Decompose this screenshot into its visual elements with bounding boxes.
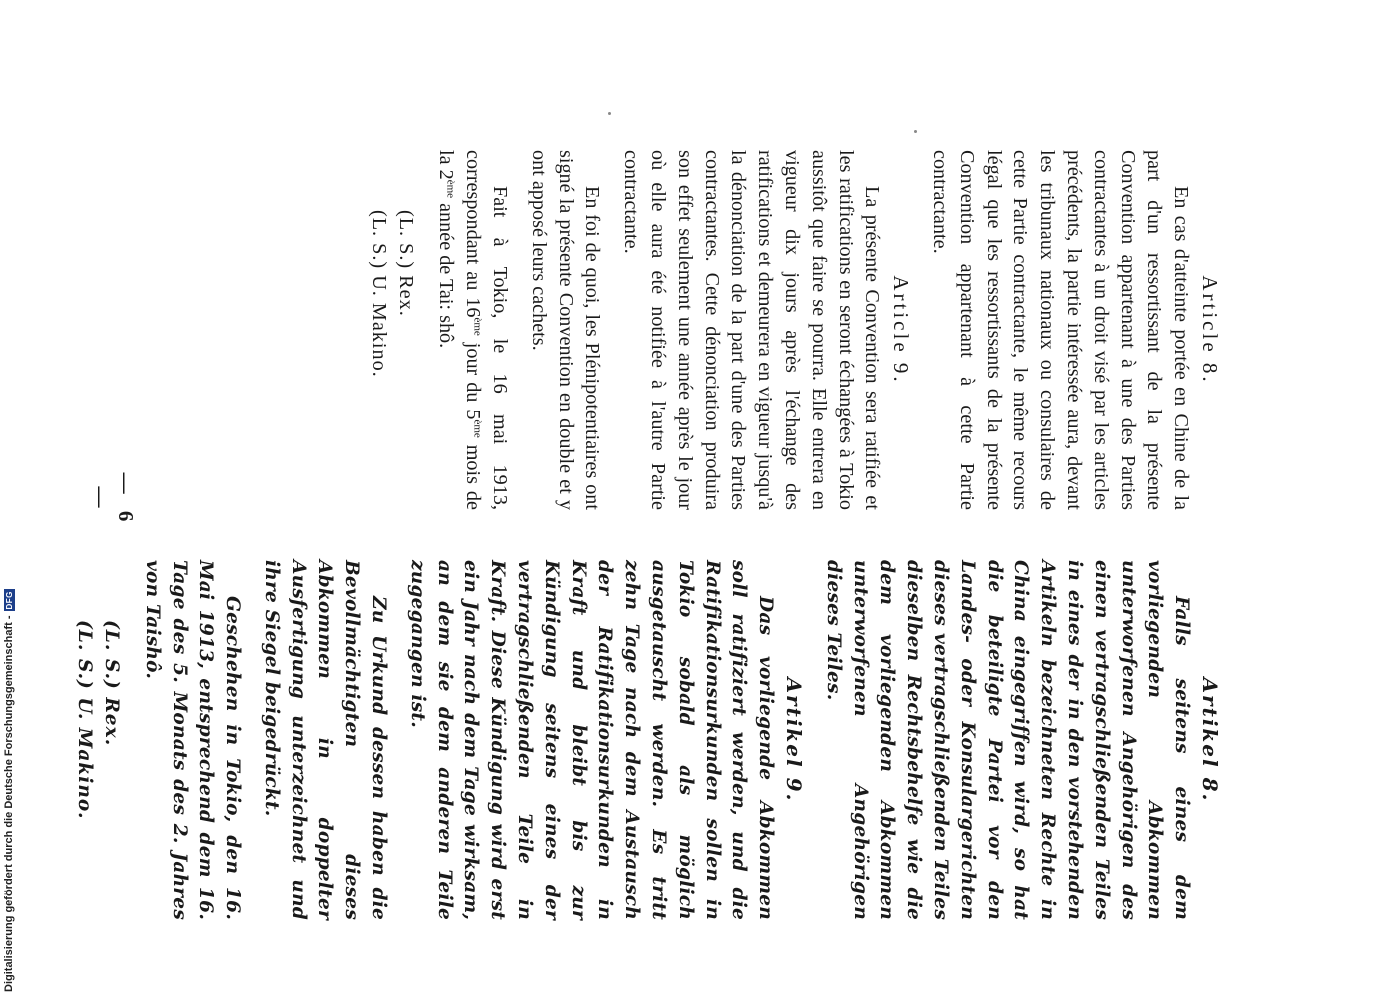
german-witness-clause: Zu Urkund dessen haben die Bevollmächtigten dieses Abkommen in doppelter Ausfertigung unterzeichnet und ihre Siegel beigedrückt. xyxy=(260,560,390,920)
french-article-8-text: En cas d'atteinte portée en Chine de la part d'un ressortissant de la présente Convention appartenant à une des Parties contractantes à un droit visé par les articles précédents, la partie intéressée aura, devant les tribunaux nationaux ou consulaires de cette Partie contractante, le même recours légal que les ressortissants de la présente Convention appartenant à cette Partie contractante. xyxy=(929,150,1193,510)
german-article-8-heading: Artikel 8. xyxy=(1198,677,1222,803)
dfg-credit-text: Digitalisierung gefördert durch die Deutsche Forschungsgemeinschaft - xyxy=(3,615,15,992)
page-number: — 6 — xyxy=(89,472,138,528)
german-signature-rex: (L. S.) Rex. xyxy=(100,620,122,747)
dfg-credit-line xyxy=(3,589,15,992)
french-article-9-text: La présente Convention sera ratifiée et les ratifications en seront échangées à Tokio aussitôt que faire se pourra. Elle entrera en vigueur dix jours après l'échange des ratifications et demeurera en vigueur jusqu'à la dénonciation de la part d'une des Parties contractantes. Cette dénonciation produira son effet seulement une année après le jour où elle aura été notifiée à l'autre Partie contractante. xyxy=(620,150,884,510)
german-done-clause: Geschehen in Tokio, den 16. Mai 1913, entsprechend dem 16. Tage des 5. Monats des 2. Jahres von Taishô. xyxy=(141,560,244,920)
french-witness-clause: En foi de quoi, les Plénipotentiaires ont signé la présente Convention en double et y ont apposé leurs cachets. xyxy=(527,150,604,510)
dfg-logo-icon: DFG xyxy=(4,591,14,610)
german-article-8-text: Falls seitens eines dem vorliegenden Abkommen unterworfenen Angehörigen des einen vertragschließenden Teiles in eines der in den vorstehenden Artikeln bezeichneten Rechte in China eingegriffen wird, so hat die beteiligte Partei vor den Landes- oder Konsulargerichten dieses vertragschließenden Teiles dieselben Rechtsbehelfe wie die dem vorliegenden Abkommen unterworfenen Angehörigen dieses Teiles. xyxy=(822,560,1193,920)
french-article-8-heading: Article 8. xyxy=(1198,275,1222,385)
digitization-sidebar xyxy=(0,0,22,1000)
french-signature-makino: (L. S.) U. Makino. xyxy=(367,210,390,378)
german-signature-makino: (L. S.) U. Makino. xyxy=(74,620,96,820)
german-column xyxy=(70,560,1223,920)
german-article-9 xyxy=(403,560,807,920)
scan-speck xyxy=(914,130,917,133)
french-column xyxy=(365,150,1223,510)
french-article-9-heading: Article 9. xyxy=(889,275,914,385)
german-article-9-text: Das vorliegende Abkommen soll ratifiziert werden, und die Ratifikationsurkunden sollen in Tokio sobald als möglich ausgetauscht werden. Es tritt zehn Tage nach dem Austausch der Ratifikationsurkunden in Kraft und bleibt bis zur Kündigung seitens eines der vertragschließenden Teile in Kraft. Diese Kündigung wird erst ein Jahr nach dem Tage wirksam, an dem sie dem anderen Teile zugegangen ist. xyxy=(406,560,777,920)
german-article-8 xyxy=(819,560,1223,920)
french-article-9 xyxy=(617,150,914,510)
french-article-8 xyxy=(926,150,1223,510)
french-signature-rex: (L. S.) Rex. xyxy=(394,210,417,317)
german-article-9-heading: Artikel 9. xyxy=(782,677,807,803)
french-done-clause: Fait à Tokio, le 16 mai 1913, correspondant au 16ème jour du 5ème mois de la 2ème année de Tai: shô. xyxy=(435,150,512,510)
scan-speck xyxy=(608,112,611,115)
